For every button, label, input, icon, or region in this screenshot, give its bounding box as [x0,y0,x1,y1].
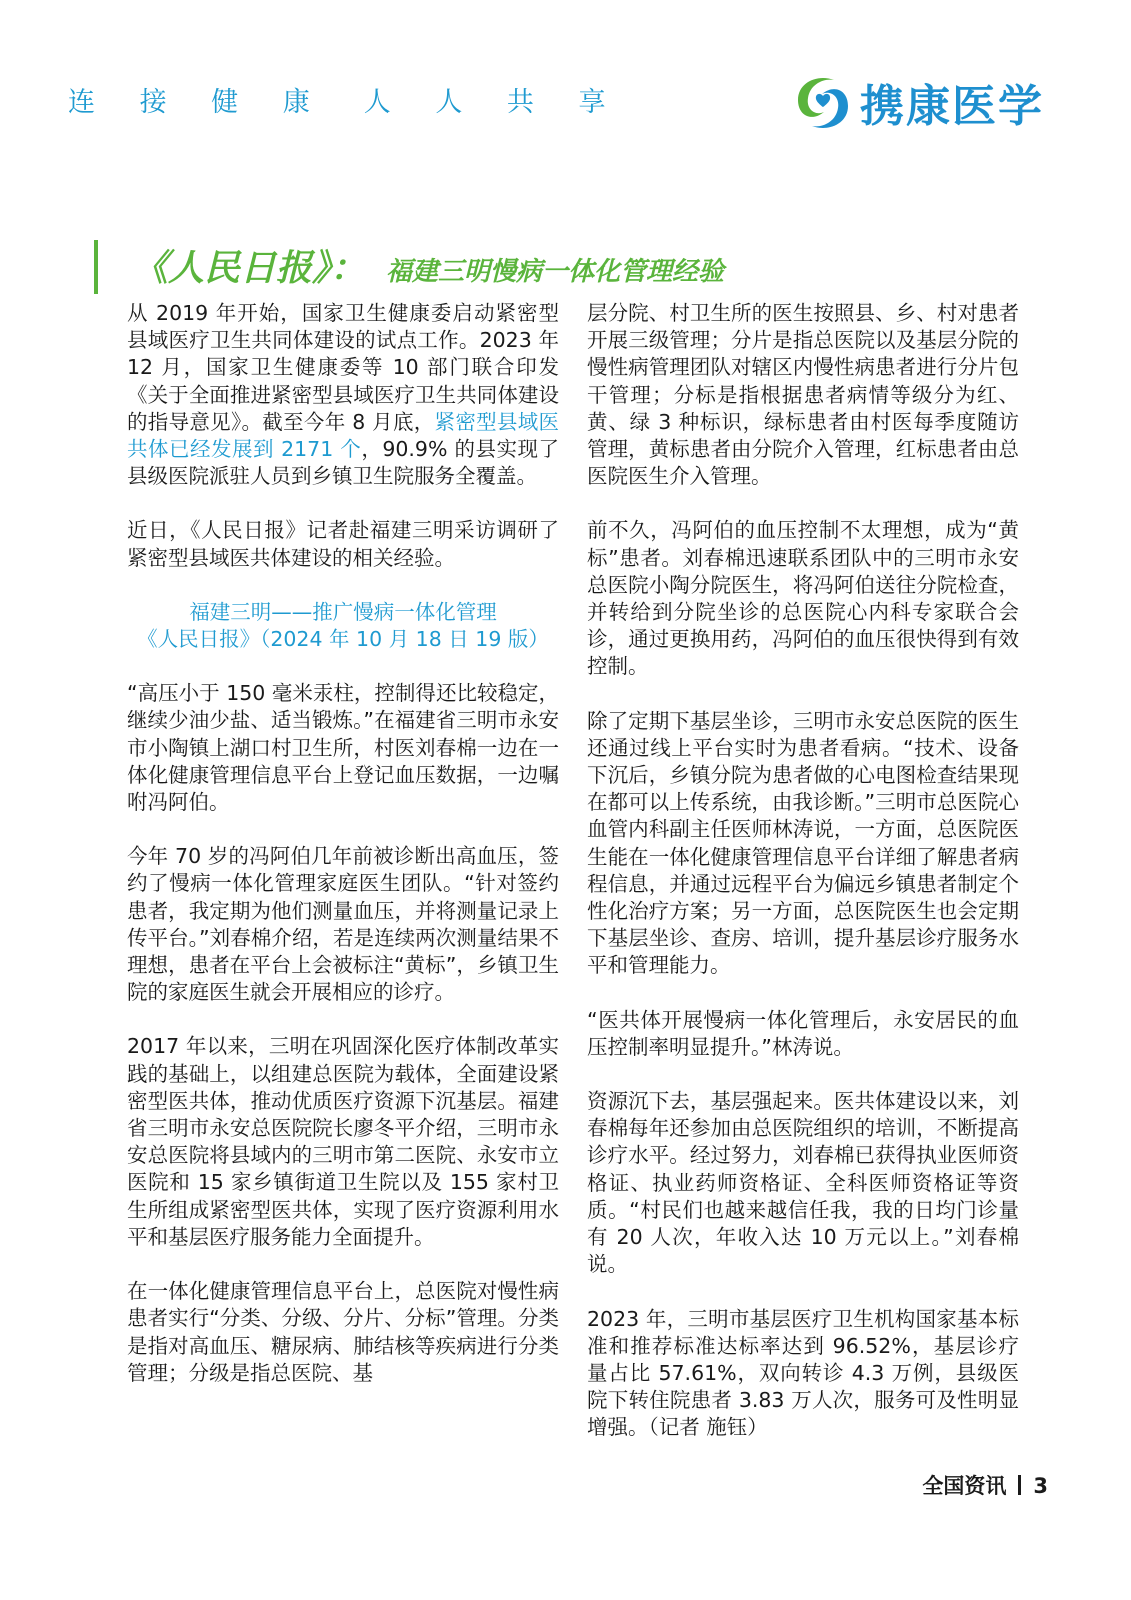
paragraph-text: ，90.9% 的县实现了县级医院派驻人员到乡镇卫生院服务全覆盖。 [127,437,560,489]
source-caption [127,599,559,653]
logo [790,66,1070,138]
paragraph-text: 从 2019 年开始，国家卫生健康委启动紧密型县域医疗卫生共同体建设的试点工作。2023 年 12 月，国家卫生健康委等 10 部门联合印发《关于全面推进紧密型县域医疗卫生共同体建设的指导意见》。截至今年 8 月底， [127,301,559,434]
title-accent-bar [94,240,98,294]
hands-heart-icon [790,70,856,136]
paragraph: “高压小于 150 毫米汞柱，控制得还比较稳定，继续少油少盐、适当锻炼。”在福建省三明市永安市小陶镇上湖口村卫生所，村医刘春棉一边在一体化健康管理信息平台上登记血压数据，一边嘱咐冯阿伯。 [127,681,559,815]
paragraph: 层分院、村卫生所的医生按照县、乡、村对患者开展三级管理；分片是指总医院以及基层分院的慢性病管理团队对辖区内慢性病患者进行分片包干管理；分标是指根据患者病情等级分为红、黄、绿 3 种标识，绿标患者由村医每季度随访管理，黄标患者由分院介入管理，红标患者由总医院医生介入管理。 [587,301,1019,489]
logo-text: 携康医学 [860,81,1044,132]
footer-divider [1018,1475,1021,1495]
paragraph: 在一体化健康管理信息平台上，总医院对慢性病患者实行“分类、分级、分片、分标”管理。分类是指对高血压、糖尿病、肺结核等疾病进行分类管理；分级是指总医院、基 [127,1279,559,1385]
paragraph: 2023 年，三明市基层医疗卫生机构国家基本标准和推荐标准达标率达到 96.52%，基层诊疗量占比 57.61%，双向转诊 4.3 万例，县级医院下转住院患者 3.83 万人次，服务可及性明显增强。（记者 施钰） [587,1306,1019,1440]
slogan-left: 连 接 健 康 [68,87,328,118]
page-footer [922,1470,1048,1500]
paragraph: 今年 70 岁的冯阿伯几年前被诊断出高血压，签约了慢病一体化管理家庭医生团队。“针对签约患者，我定期为他们测量血压，并将测量记录上传平台。”刘春棉介绍，若是连续两次测量结果不理想，患者在平台上会被标注“黄标”，乡镇卫生院的家庭医生就会开展相应的诊疗。 [127,844,559,1005]
paragraph [127,300,559,490]
title-paper: 《人民日报》 [132,248,331,289]
caption-line-2: 《人民日报》（2024 年 10 月 18 日 19 版） [137,627,549,652]
paragraph: 2017 年以来，三明在巩固深化医疗体制改革实践的基础上，以组建总医院为载体，全面建设紧密型医共体，推动优质医疗资源下沉基层。福建省三明市永安总医院院长廖冬平介绍，三明市永安总医院将县域内的三明市第二医院、永安市立医院和 15 家乡镇街道卫生院以及 155 家村卫生所组成紧密型医共体，实现了医疗资源利用水平和基层医疗服务能力全面提升。 [127,1034,559,1249]
section-label: 全国资讯 [922,1474,1007,1498]
left-column [127,300,559,1414]
title-colon: ： [330,248,367,289]
paragraph: 近日，《人民日报》记者赴福建三明采访调研了紧密型县域医共体建设的相关经验。 [127,518,559,570]
paragraph: “医共体开展慢病一体化管理后，永安居民的血压控制率明显提升。”林涛说。 [587,1007,1019,1059]
page-number: 3 [1033,1474,1048,1498]
highlight-text: 紧密型县域医共体已经发展到 2171 个 [127,409,560,462]
right-column [587,300,1019,1469]
title-subtitle: 福建三明慢病一体化管理经验 [386,257,725,287]
slogan [68,80,624,119]
paragraph: 资源沉下去，基层强起来。医共体建设以来，刘春棉每年还参加由总医院组织的培训，不断提高诊疗水平。经过努力，刘春棉已获得执业医师资格证、执业药师资格证、全科医师资格证等资质。“村民们也越来越信任我，我的日均门诊量有 20 人次，年收入达 10 万元以上。”刘春棉说。 [587,1089,1019,1277]
caption-line-1: 福建三明——推广慢病一体化管理 [189,599,497,624]
paragraph: 前不久，冯阿伯的血压控制不太理想，成为“黄标”患者。刘春棉迅速联系团队中的三明市永安总医院小陶分院医生，将冯阿伯送往分院检查，并转给到分院坐诊的总医院心内科专家联合会诊，通过更换用药，冯阿伯的血压很快得到有效控制。 [587,518,1019,679]
slogan-right: 人 人 共 享 [363,87,624,118]
article-title [132,240,724,291]
paragraph: 除了定期下基层坐诊，三明市永安总医院的医生还通过线上平台实时为患者看病。“技术、设备下沉后，乡镇分院为患者做的心电图检查结果现在都可以上传系统，由我诊断。”三明市总医院心血管内科副主任医师林涛说，一方面，总医院医生能在一体化健康管理信息平台详细了解患者病程信息，并通过远程平台为偏远乡镇患者制定个性化治疗方案；另一方面，总医院医生也会定期下基层坐诊、查房、培训，提升基层诊疗服务水平和管理能力。 [587,708,1019,978]
